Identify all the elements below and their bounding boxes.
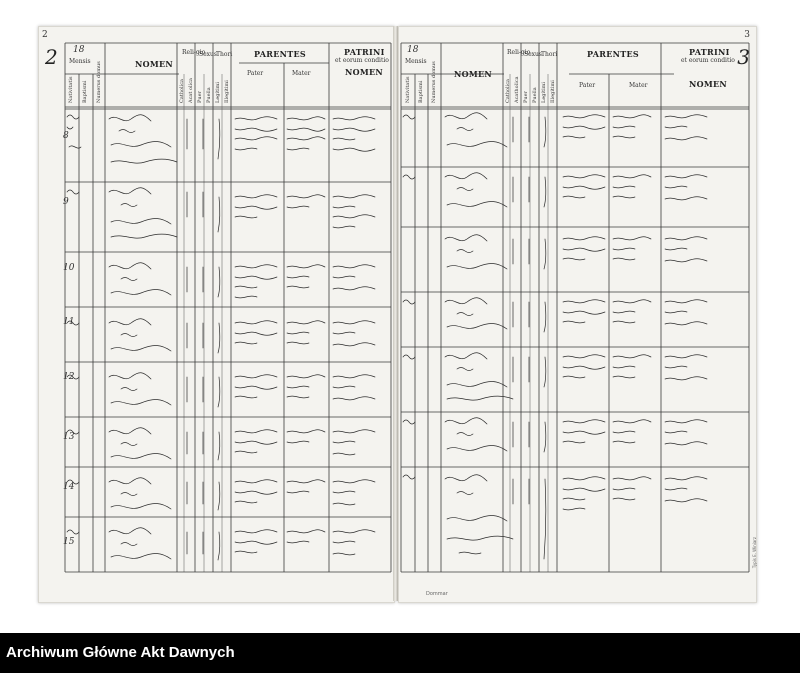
right-register-table bbox=[399, 27, 756, 602]
left-vlabel-3: Catholica bbox=[179, 78, 185, 103]
right-margin-number: 3 bbox=[737, 45, 750, 69]
left-row-number: 14 bbox=[63, 482, 75, 492]
left-vlabel-2: Numerus domus bbox=[96, 61, 102, 103]
left-page bbox=[38, 26, 395, 603]
left-vlabel-0: Nativitatis bbox=[68, 76, 74, 103]
left-row-number: 8 bbox=[63, 131, 69, 141]
right-patrini-nomen: NOMEN bbox=[689, 79, 728, 89]
right-corner-number: 3 bbox=[744, 30, 750, 40]
left-vlabel-5: Puer bbox=[197, 91, 203, 103]
left-row-number: 10 bbox=[63, 263, 75, 273]
left-patrini-sub: et eorum conditio bbox=[335, 57, 389, 64]
left-pater-label: Pater bbox=[247, 70, 264, 77]
left-vlabel-1: Baptismi bbox=[82, 80, 88, 103]
right-year: 18 bbox=[407, 45, 419, 55]
left-mater-label: Mater bbox=[292, 70, 311, 77]
left-parentes-header: PARENTES bbox=[254, 49, 306, 59]
right-vlabel-0: Nativitatis bbox=[405, 76, 411, 103]
left-vlabel-4: Acat olica bbox=[188, 78, 194, 103]
right-vlabel-3: Catholica bbox=[505, 78, 511, 103]
right-pater-label: Pater bbox=[579, 82, 596, 89]
left-vlabel-8: Illegitimi bbox=[224, 80, 230, 103]
right-religio-label: Reli-gio bbox=[507, 49, 531, 56]
right-patrini-sub: et eorum conditio bbox=[681, 57, 735, 64]
left-mensis-label: Mensis bbox=[69, 58, 91, 65]
left-vlabel-7: Legitimi bbox=[215, 81, 221, 103]
right-mensis-label: Mensis bbox=[405, 58, 427, 65]
right-patrini-header: PATRINI bbox=[689, 47, 730, 57]
right-thori-label: Thori bbox=[541, 51, 558, 58]
right-nomen-header: NOMEN bbox=[454, 69, 493, 79]
right-vlabel-5: Puer bbox=[523, 91, 529, 103]
left-sexus-label: Sexus bbox=[199, 51, 217, 58]
left-row-number: 15 bbox=[63, 537, 75, 547]
right-vlabel-2: Numerus domus bbox=[431, 61, 437, 103]
left-row-number: 9 bbox=[63, 197, 69, 207]
right-vlabel-4: Acatholica bbox=[514, 76, 520, 103]
right-mater-label: Mater bbox=[629, 82, 648, 89]
register-book bbox=[38, 26, 755, 601]
right-parentes-header: PARENTES bbox=[587, 49, 639, 59]
left-vlabel-6: Puella bbox=[206, 87, 212, 103]
left-year: 18 bbox=[73, 45, 85, 55]
left-row-number: 11 bbox=[63, 317, 75, 327]
right-vlabel-6: Puella bbox=[532, 87, 538, 103]
right-vlabel-8: Illegitimi bbox=[550, 80, 556, 103]
left-corner-number: 2 bbox=[42, 30, 48, 40]
left-patrini-nomen: NOMEN bbox=[345, 67, 384, 77]
left-patrini-header: PATRINI bbox=[344, 47, 385, 57]
right-vlabel-7: Legitimi bbox=[541, 81, 547, 103]
right-sexus-label: Sexus bbox=[524, 51, 542, 58]
left-nomen-header: NOMEN bbox=[135, 59, 174, 69]
printer-note: Typis E. Winiarz bbox=[752, 537, 757, 569]
left-thori-label: Thori bbox=[216, 51, 233, 58]
bottom-center-text: Dommar bbox=[426, 591, 448, 597]
archive-name: Archiwum Główne Akt Dawnych bbox=[6, 644, 235, 661]
left-row-number: 12 bbox=[63, 372, 75, 382]
right-vlabel-1: Baptismi bbox=[418, 80, 424, 103]
right-page bbox=[398, 26, 757, 603]
left-religio-label: Reli-gio bbox=[182, 49, 206, 56]
archive-banner bbox=[0, 633, 800, 673]
left-margin-number: 2 bbox=[45, 45, 58, 69]
left-register-table bbox=[39, 27, 394, 602]
left-row-number: 13 bbox=[63, 432, 75, 442]
